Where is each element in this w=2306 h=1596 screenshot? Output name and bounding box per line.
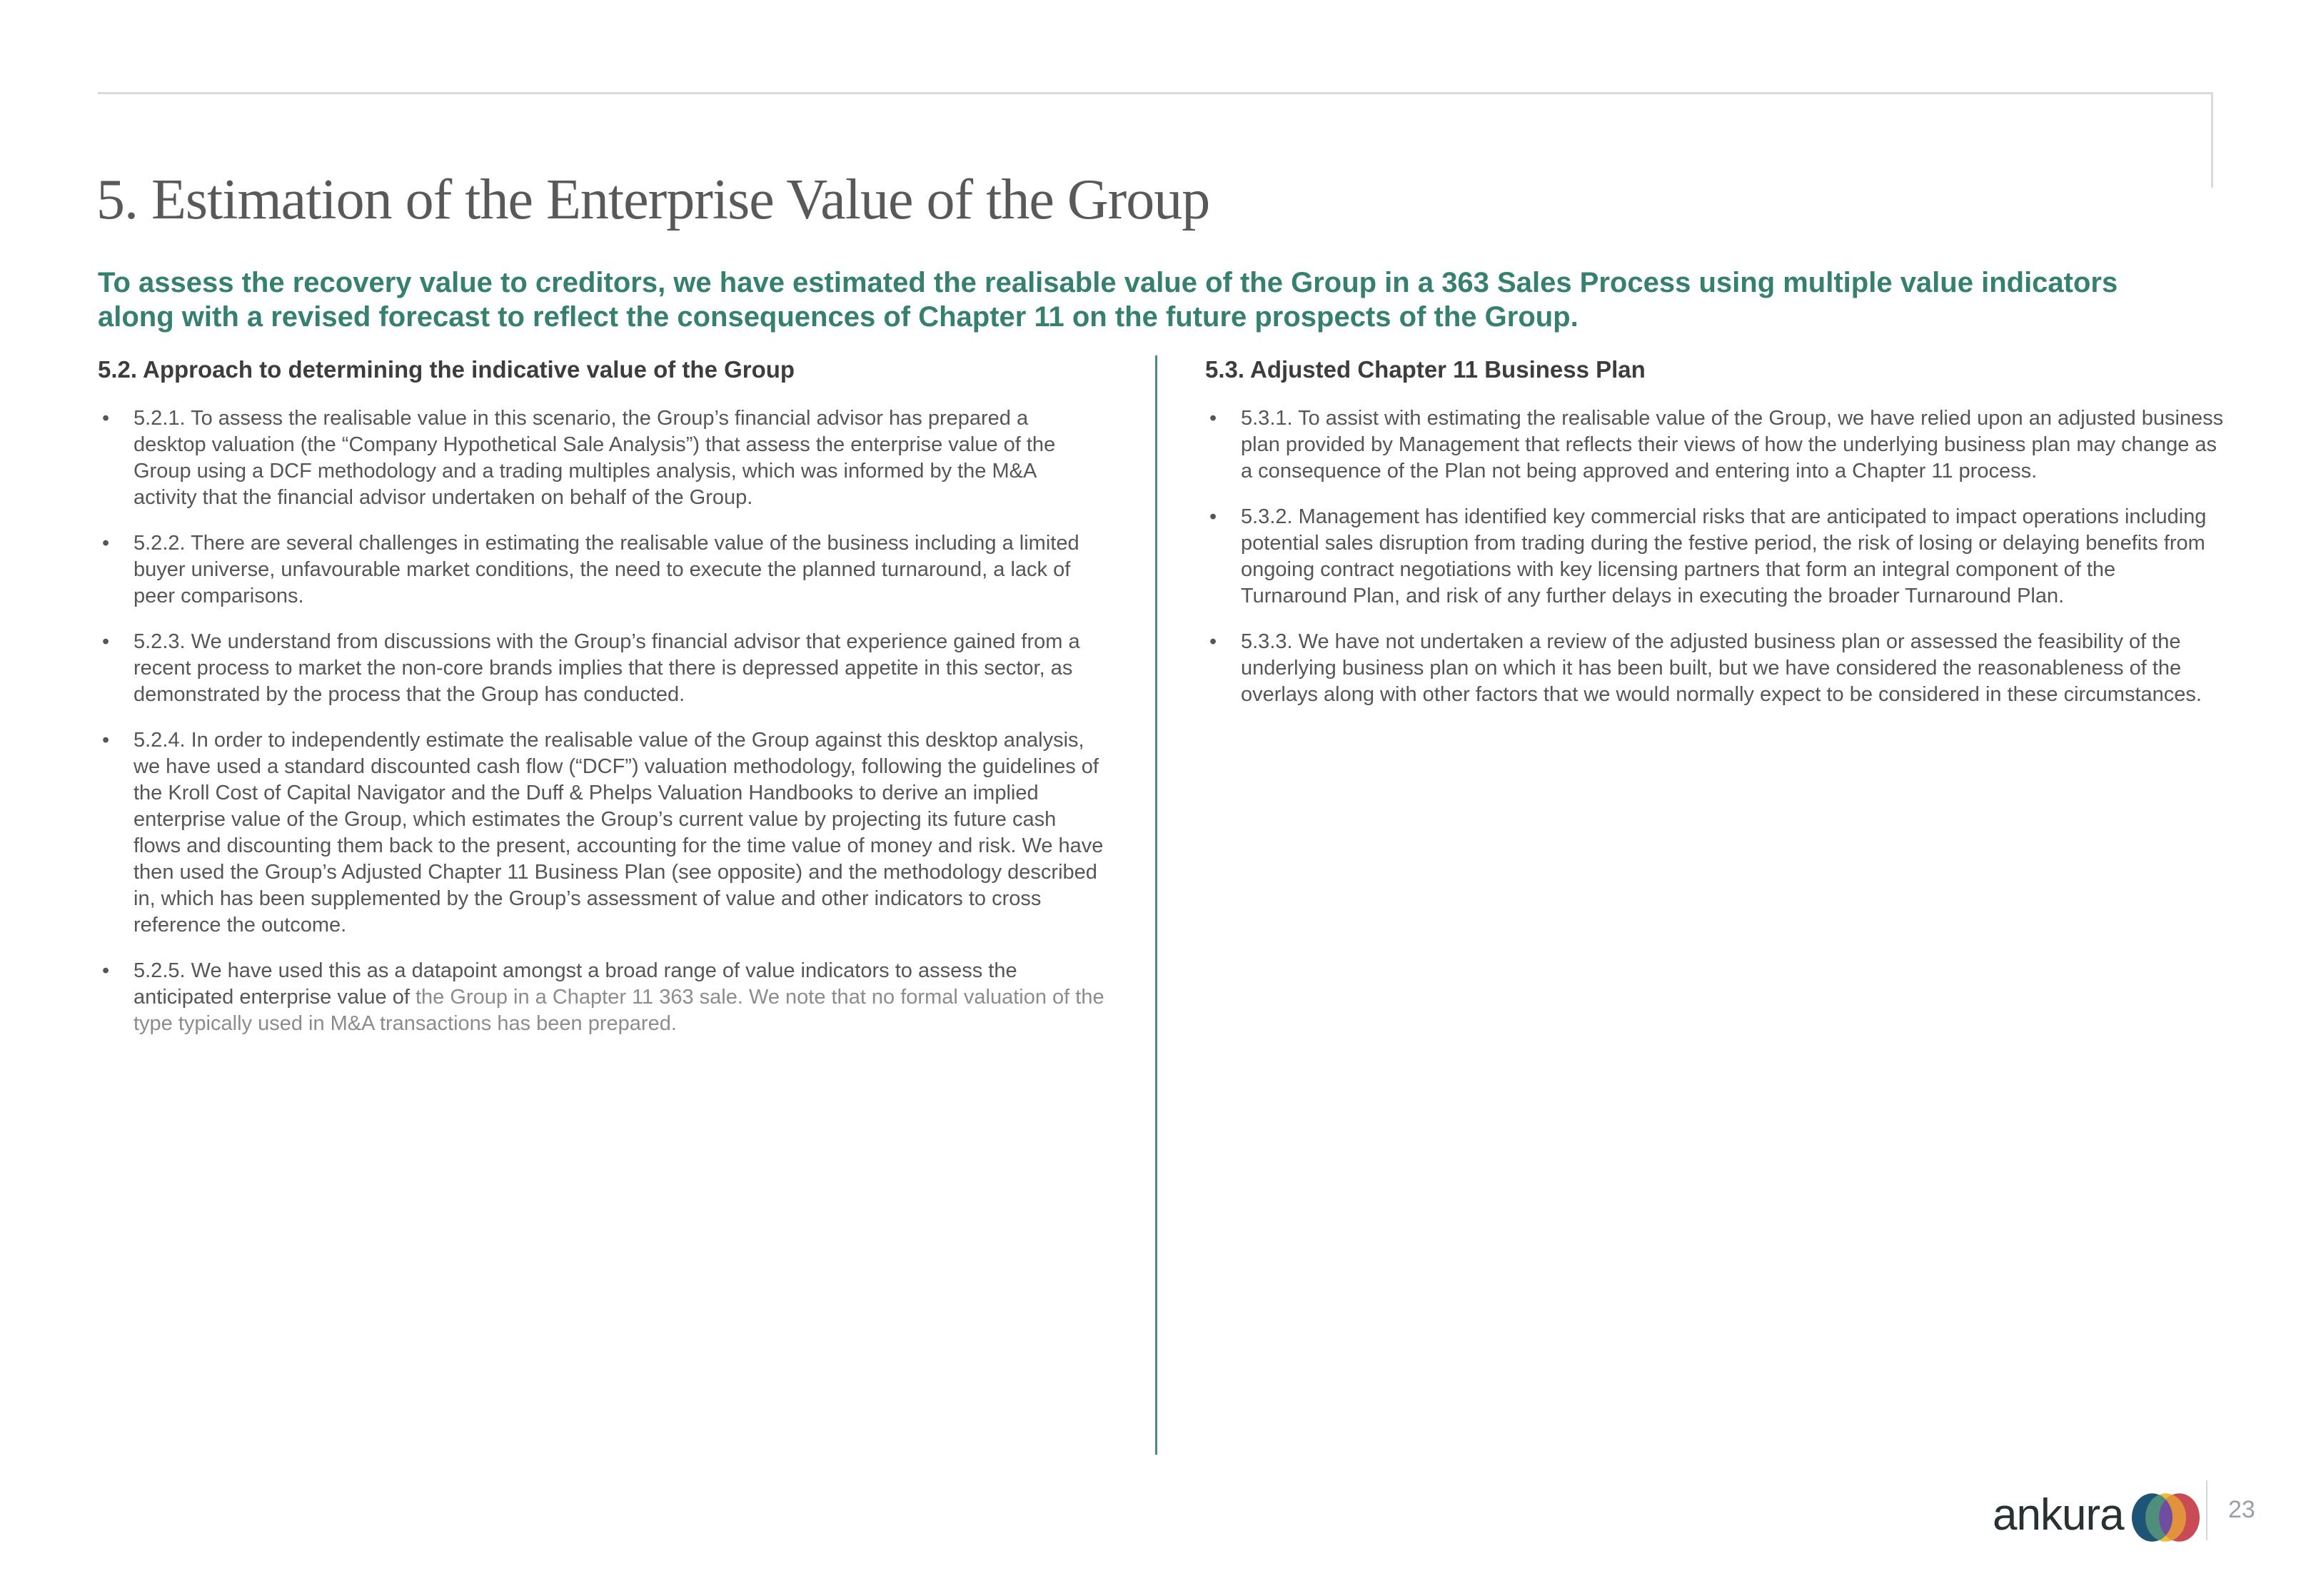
intro-statement: To assess the recovery value to creditors, we have estimated the realisable value of the Group in a 363 Sales Process using multiple value indicators along with a revised forecast to reflect the consequences of Chapter 11 on the future prospects of the Group. xyxy=(98,267,2118,333)
bullet-text: 5.2.3. We understand from discussions with the Group’s financial advisor that experience gained from a recent process to market the non-core brands implies that there is depressed appetite in this sector, as demonstrated by the process that the Group has conducted. xyxy=(134,630,1080,706)
ankura-wordmark: ankura xyxy=(1993,1490,2124,1540)
bullet-text: 5.2.4. In order to independently estimate the realisable value of the Group against this desktop analysis, we have used a standard discounted cash flow (“DCF”) valuation methodology, following the guidelines of the Kroll Cost of Capital Navigator and the Duff & Phelps Valuation Handbooks to derive an implied enterprise value of the Group, which estimates the Group’s current value by projecting its future cash flows and discounting them back to the present, accounting for the time value of money and risk. We have then used the Group’s Adjusted Chapter 11 Business Plan (see opposite) and the methodology described in, which has been supplemented by the Group’s assessment of value and other indicators to cross reference the outcome. xyxy=(134,729,1104,936)
section-5-3 xyxy=(1205,355,2226,727)
bullet-item-5-3-1 xyxy=(1205,405,2226,485)
page-number: 23 xyxy=(2228,1496,2255,1523)
bullet-text: 5.2.1. To assess the realisable value in this scenario, the Group’s financial advisor has prepared a desktop valuation (the “Company Hypothetical Sale Analysis”) that assess the enterprise value of the Group using a DCF methodology and a trading multiples analysis, which was informed by the M&A activity that the financial advisor undertaken on behalf of the Group. xyxy=(134,407,1056,509)
corner-rule xyxy=(2211,92,2213,188)
ankura-logo-icon xyxy=(2132,1493,2200,1542)
bullet-text: 5.2.5. We have used this as a datapoint amongst a broad range of value indicators to assess the anticipated enterprise value of xyxy=(134,959,1017,1009)
top-rule xyxy=(98,92,2213,94)
bullet-item-5-2-5 xyxy=(98,958,1104,1037)
bullet-item-5-3-3 xyxy=(1205,629,2226,708)
bullet-text: 5.3.2. Management has identified key commercial risks that are anticipated to impact operations including potential sales disruption from trading during the festive period, the risk of losing or delaying benefits from ongoing contract negotiations with key licensing partners that form an integral component of the Turnaround Plan, and risk of any further delays in executing the broader Turnaround Plan. xyxy=(1241,505,2207,607)
column-divider xyxy=(1155,355,1157,1455)
bullet-text: 5.3.3. We have not undertaken a review of the adjusted business plan or assessed the feasibility of the underlying business plan on which it has been built, but we have considered the reasonableness of the overlays along with other factors that we would normally expect to be considered in these circumstances. xyxy=(1241,630,2202,706)
bullet-item-5-2-3 xyxy=(98,629,1104,708)
section-5-2-heading: 5.2. Approach to determining the indicative value of the Group xyxy=(98,356,795,383)
bullet-item-5-2-2 xyxy=(98,530,1104,610)
bullet-text: 5.2.2. There are several challenges in estimating the realisable value of the business including a limited buyer universe, unfavourable market conditions, the need to execute the planned turnaround, a lack of peer comparisons. xyxy=(134,532,1079,607)
bullet-item-5-3-2 xyxy=(1205,504,2226,610)
section-5-2 xyxy=(98,355,1104,1056)
page-title: 5. Estimation of the Enterprise Value of the Group xyxy=(96,168,1210,231)
bullet-item-5-2-1 xyxy=(98,405,1104,511)
bullet-text: 5.3.1. To assist with estimating the realisable value of the Group, we have relied upon an adjusted business plan provided by Management that reflects their views of how the underlying business plan may change as a consequence of the Plan not being approved and entering into a Chapter 11 process. xyxy=(1241,407,2224,483)
bullet-text-muted: the Group in a Chapter 11 363 sale. We note that no formal valuation of the type typically used in M&A transactions has been prepared. xyxy=(134,986,1104,1035)
section-5-3-heading: 5.3. Adjusted Chapter 11 Business Plan xyxy=(1205,356,1646,383)
bullet-item-5-2-4 xyxy=(98,727,1104,939)
footer-separator xyxy=(2206,1480,2207,1540)
